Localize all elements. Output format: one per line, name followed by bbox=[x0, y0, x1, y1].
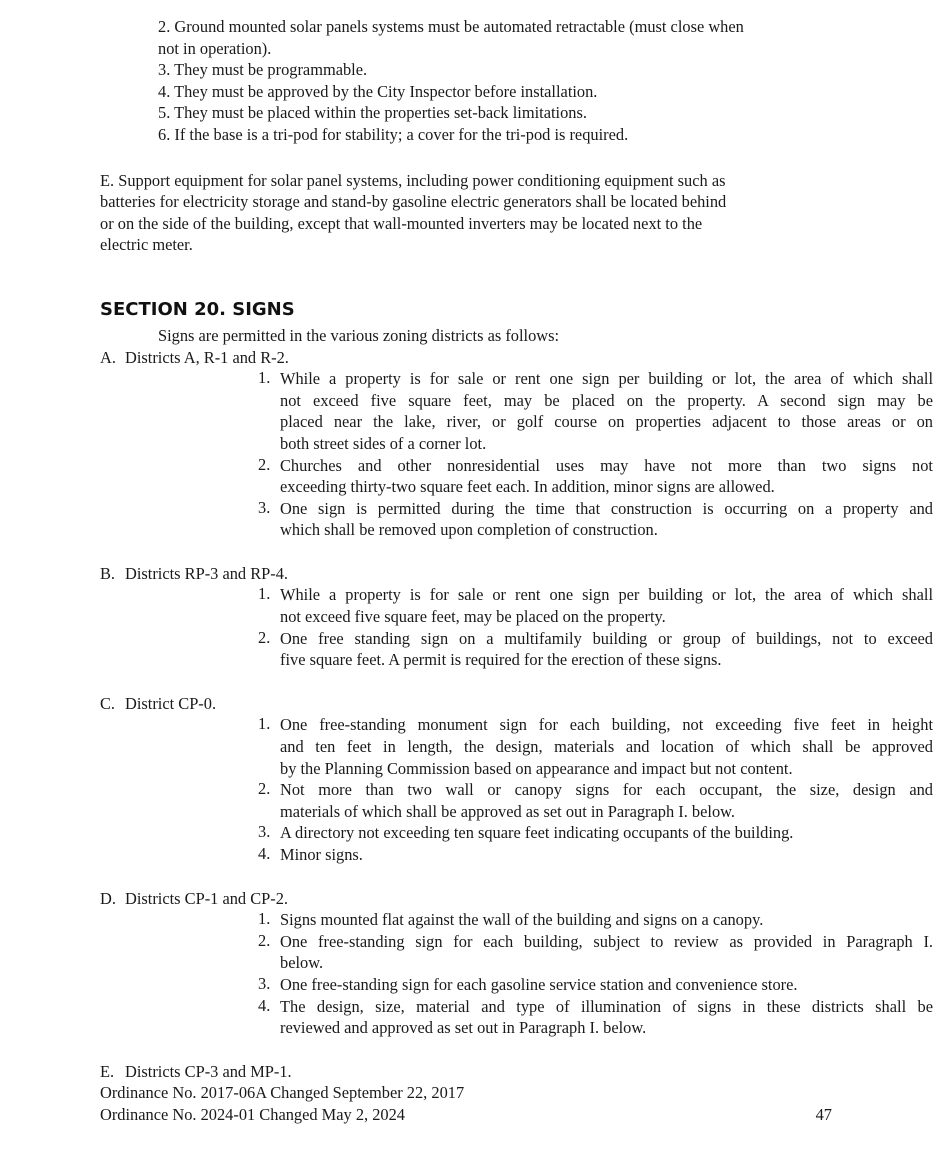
text-line: placed near the lake, river, or golf course on properties adjacent to those areas or on bbox=[280, 412, 933, 432]
text-line: The design, size, material and type of illumination of signs in these districts shall be bbox=[280, 996, 933, 1016]
item-number: 3. bbox=[258, 973, 271, 993]
district-section bbox=[100, 347, 949, 541]
document-page bbox=[0, 16, 949, 1126]
text-line: Not more than two wall or canopy signs for each occupant, the size, design and bbox=[280, 780, 933, 800]
text-line: electric meter. bbox=[100, 235, 193, 255]
item-number: 4. bbox=[258, 995, 271, 1015]
text-line: One free standing sign on a multifamily building or group of buildings, not to exceed bbox=[280, 628, 933, 648]
text-line: which shall be removed upon completion of construction. bbox=[280, 520, 658, 540]
district-title: Districts CP-1 and CP-2. bbox=[125, 888, 289, 908]
text-line: by the Planning Commission based on appearance and impact but not content. bbox=[280, 758, 793, 778]
text-line: and ten feet in length, the design, materials and location of which shall be approved bbox=[280, 737, 933, 757]
text-line: not exceed five square feet, may be placed on the property. bbox=[280, 607, 666, 627]
list-item bbox=[158, 16, 838, 59]
text-line: both street sides of a corner lot. bbox=[280, 433, 487, 453]
district-heading bbox=[100, 1061, 949, 1083]
text-line: One free-standing sign for each gasoline service station and convenience store. bbox=[280, 974, 798, 994]
district-section bbox=[100, 1061, 949, 1083]
list-item bbox=[258, 930, 933, 974]
item-number: 2. bbox=[258, 930, 271, 950]
district-title: Districts CP-3 and MP-1. bbox=[125, 1061, 292, 1081]
district-title: Districts RP-3 and RP-4. bbox=[125, 563, 289, 583]
list-item bbox=[158, 81, 838, 103]
text-line: One free-standing monument sign for each building, not exceeding five feet in height bbox=[280, 715, 933, 735]
list-item bbox=[258, 844, 933, 866]
text-line: One free-standing sign for each building, subject to review as provided in Paragraph I. bbox=[280, 931, 933, 951]
district-heading bbox=[100, 693, 949, 715]
text-line: While a property is for sale or rent one sign per building or lot, the area of which shall bbox=[280, 585, 933, 605]
text-line: five square feet. A permit is required for the erection of these signs. bbox=[280, 650, 722, 670]
text-line: batteries for electricity storage and stand-by gasoline electric generators shall be located behind bbox=[100, 192, 727, 212]
district-letter: B. bbox=[100, 563, 116, 583]
text-line: Signs mounted flat against the wall of the building and signs on a canopy. bbox=[280, 910, 764, 930]
list-item bbox=[258, 714, 933, 779]
item-number: 3. bbox=[258, 497, 271, 517]
district-letter: D. bbox=[100, 888, 116, 908]
district-letter: A. bbox=[100, 347, 116, 367]
ordinance-note: Ordinance No. 2024-01 Changed May 2, 2024 bbox=[100, 1104, 405, 1124]
section-intro: Signs are permitted in the various zoning districts as follows: bbox=[158, 325, 560, 345]
text-line: materials of which shall be approved as set out in Paragraph I. below. bbox=[280, 801, 736, 821]
text-line: 3. They must be programmable. bbox=[158, 60, 368, 80]
item-number: 1. bbox=[258, 584, 271, 604]
district-letter: C. bbox=[100, 693, 116, 713]
text-line: or on the side of the building, except that wall-mounted inverters may be located next to the bbox=[100, 213, 703, 233]
district-section bbox=[100, 563, 949, 671]
item-number: 2. bbox=[258, 779, 271, 799]
list-item bbox=[158, 102, 838, 124]
list-item bbox=[158, 124, 838, 146]
text-line: 5. They must be placed within the properties set-back limitations. bbox=[158, 103, 587, 123]
paragraph-support-equipment bbox=[100, 170, 800, 256]
item-number: 4. bbox=[258, 844, 271, 863]
item-number: 2. bbox=[258, 627, 271, 647]
ordinance-note: Ordinance No. 2017-06A Changed September 22, 2017 bbox=[100, 1083, 465, 1103]
item-number: 1. bbox=[258, 368, 271, 388]
text-line: not in operation). bbox=[158, 38, 272, 58]
list-item bbox=[258, 909, 933, 931]
text-line: not exceed five square feet, may be placed on the property. A second sign may be bbox=[280, 390, 933, 410]
text-line: Minor signs. bbox=[280, 845, 363, 864]
text-line: E. Support equipment for solar panel systems, including power conditioning equipment such as bbox=[100, 170, 726, 190]
item-number: 1. bbox=[258, 714, 271, 734]
list-item bbox=[258, 454, 933, 498]
text-line: Churches and other nonresidential uses may have not more than two signs not bbox=[280, 455, 933, 475]
list-item bbox=[258, 627, 933, 671]
district-section bbox=[100, 693, 949, 866]
list-item bbox=[258, 497, 933, 541]
section-title: SECTION 20. SIGNS bbox=[100, 298, 295, 320]
item-number: 2. bbox=[258, 454, 271, 474]
list-item bbox=[258, 584, 933, 627]
item-number: 1. bbox=[258, 909, 271, 929]
list-item bbox=[258, 368, 933, 454]
districts-list bbox=[0, 347, 949, 1083]
footer-row bbox=[100, 1104, 949, 1126]
list-item bbox=[258, 822, 933, 844]
list-item bbox=[158, 59, 838, 81]
text-line: A directory not exceeding ten square feet indicating occupants of the building. bbox=[280, 823, 794, 843]
text-line: below. bbox=[280, 953, 324, 973]
text-line: 6. If the base is a tri-pod for stability; a cover for the tri-pod is required. bbox=[158, 124, 629, 144]
list-item bbox=[258, 995, 933, 1039]
district-title: District CP-0. bbox=[125, 693, 217, 713]
text-line: 4. They must be approved by the City Inspector before installation. bbox=[158, 81, 598, 101]
district-section bbox=[100, 888, 949, 1039]
item-number: 3. bbox=[258, 822, 271, 842]
district-title: Districts A, R-1 and R-2. bbox=[125, 347, 289, 367]
text-line: reviewed and approved as set out in Paragraph I. below. bbox=[280, 1018, 647, 1038]
list-item bbox=[258, 973, 933, 996]
solar-requirements-list bbox=[158, 16, 838, 146]
text-line: 2. Ground mounted solar panels systems must be automated retractable (must close when bbox=[158, 17, 744, 36]
district-heading bbox=[100, 347, 949, 369]
district-heading bbox=[100, 563, 949, 585]
district-heading bbox=[100, 888, 949, 910]
footer bbox=[100, 1082, 949, 1125]
text-line: While a property is for sale or rent one sign per building or lot, the area of which shall bbox=[280, 369, 933, 389]
page-number: 47 bbox=[815, 1104, 832, 1124]
list-item bbox=[258, 779, 933, 822]
district-letter: E. bbox=[100, 1061, 115, 1081]
text-line: One sign is permitted during the time that construction is occurring on a property and bbox=[280, 498, 933, 518]
text-line: exceeding thirty-two square feet each. In addition, minor signs are allowed. bbox=[280, 477, 775, 497]
